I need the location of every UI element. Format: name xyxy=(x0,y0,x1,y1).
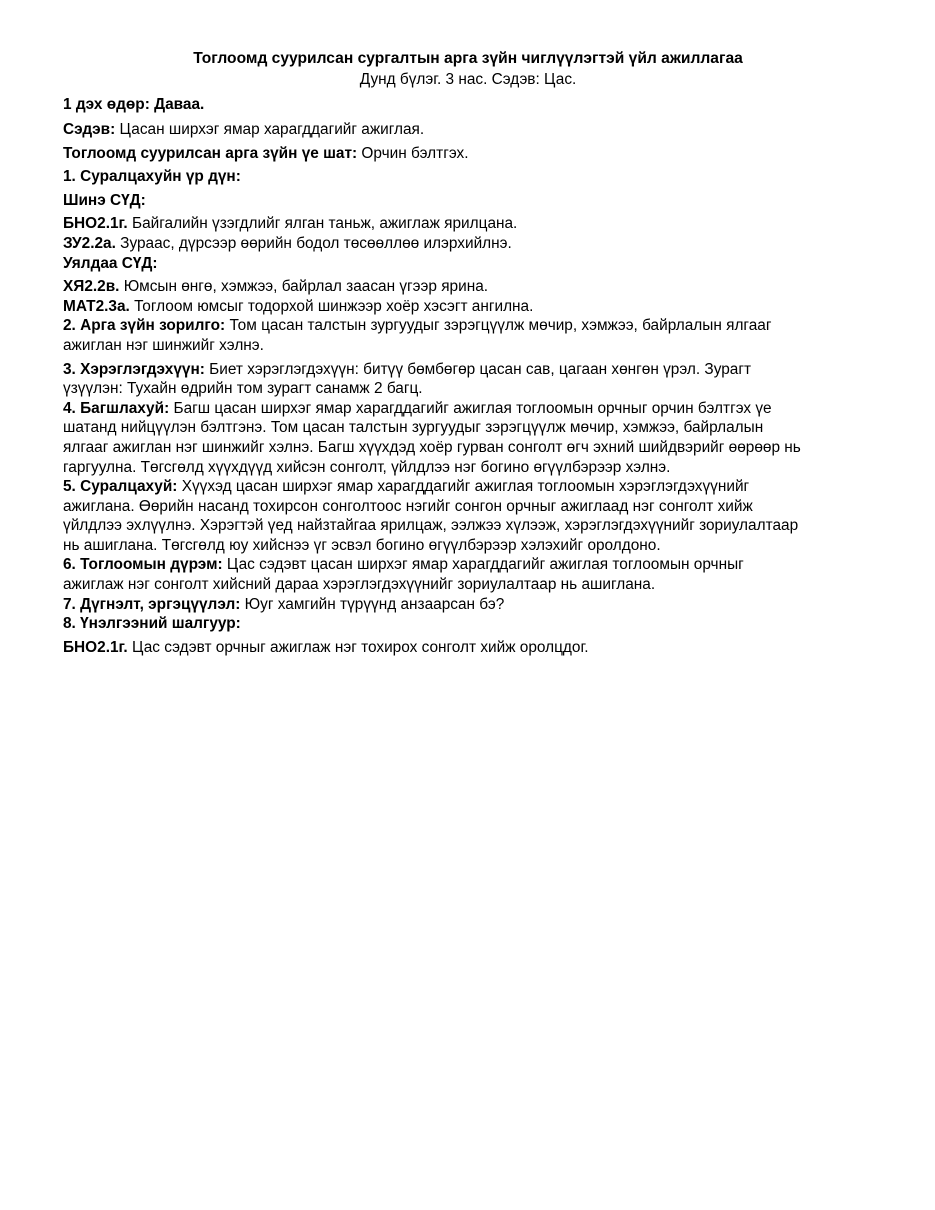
section-5-label: 5. Суралцахуй: xyxy=(63,478,178,496)
section-3: 3. Хэрэглэгдэхүүн: Биет хэрэглэгдэхүүн: битүү бөмбөгөр цасан сав, цагаан хөнгөн үрэл. Зурагт үзүүлэн: Тухайн өдрийн том зурагт санамж 2 багц. xyxy=(63,360,752,398)
outcome-code: МАТ2.3а. xyxy=(63,297,130,315)
section-8-heading: 8. Үнэлгээний шалгуур: xyxy=(63,615,241,633)
section-7-label: 7. Дүгнэлт, эргэцүүлэл: xyxy=(63,595,241,613)
outcome-item xyxy=(63,297,873,317)
stage-line xyxy=(63,144,873,164)
criteria-text: Цас сэдэвт орчныг ажиглаж нэг тохирох сонголт хийж оролцдог. xyxy=(127,638,589,656)
outcome-text: Зураас, дүрсээр өөрийн бодол төсөөллөө илэрхийлнэ. xyxy=(115,234,512,252)
section-3-label: 3. Хэрэглэгдэхүүн: xyxy=(63,360,205,378)
section-4-label: 4. Багшлахуй: xyxy=(63,399,170,417)
section-5: 5. Суралцахуй: Хүүхэд цасан ширхэг ямар харагддагийг ажиглая тоглоомын хэрэглэгдэхүүнийг ажиглана. Өөрийн насанд тохирсон сонголтоос нэгийг сонгон орчныг ажиглаад нэг сонголт хийж үйлдлээ эхлүүлнэ. Хэрэгтэй үед найзтайгаа ярилцаж, ээлжээ хүлээж, хэрэглэгдэхүүнийг зориулалтаар нь ашиглана. Төгсгөлд юу хийснээ үг эсвэл богино өгүүлбэрээр хэлэхийг оролдоно. xyxy=(63,478,799,554)
day-label: 1 дэх өдөр: Даваа. xyxy=(63,96,205,113)
section-1-heading: 1. Суралцахуйн үр дүн: xyxy=(63,168,241,186)
outcome-item xyxy=(63,214,873,234)
document-subtitle: Дунд бүлэг. 3 нас. Сэдэв: Цас. xyxy=(359,71,577,88)
document-title: Тоглоомд суурилсан сургалтын арга зүйн чиглүүлэгтэй үйл ажиллагаа xyxy=(193,50,743,67)
topic-label: Сэдэв: xyxy=(63,121,116,138)
outcome-code: БНО2.1г. xyxy=(63,215,128,233)
criteria-item xyxy=(63,638,873,658)
section-7: 7. Дүгнэлт, эргэцүүлэл: Юуг хамгийн түрүүнд анзаарсан бэ? xyxy=(63,595,505,613)
document-page xyxy=(63,48,873,657)
topic-text: Цасан ширхэг ямар харагддагийг ажиглая. xyxy=(115,121,425,138)
section-6-label: 6. Тоглоомын дүрэм: xyxy=(63,556,223,574)
outcome-item xyxy=(63,234,873,254)
outcome-text: Тоглоом юмсыг тодорхой шинжээр хоёр хэсэгт ангилна. xyxy=(129,297,534,315)
day-line xyxy=(63,94,873,116)
criteria-code: БНО2.1г. xyxy=(63,638,128,656)
outcome-text: Байгалийн үзэгдлийг ялган таньж, ажиглаж ярилцана. xyxy=(127,215,518,233)
section-4: 4. Багшлахуй: Багш цасан ширхэг ямар харагддагийг ажиглая тоглоомын орчныг орчин бэлтгэх үе шатанд нийцүүлэн бэлтгэнэ. Том цасан талстын зургуудыг зэрэгцүүлж мөчир, хэмжээ, байрлалын ялгааг ажиглан нэг шинжийг хэлнэ. Багш хүүхдэд хоёр гурван сонголт өгч эхний шийдвэрийг өөрөөр нь гаргуулна. Төгсгөлд хүүхдүүд хийсэн сонголт, үйлдлээ нэг богино өгүүлбэрээр хэлнэ. xyxy=(63,399,801,476)
outcome-code: ХЯ2.2в. xyxy=(63,278,120,296)
topic-line xyxy=(63,120,873,140)
section-2: 2. Арга зүйн зорилго: Том цасан талстын зургуудыг зэрэгцүүлж мөчир, хэмжээ, байрлалын ялгааг ажиглан нэг шинжийг хэлнэ. xyxy=(63,317,772,354)
outcome-item xyxy=(63,277,873,297)
section-6: 6. Тоглоомын дүрэм: Цас сэдэвт цасан ширхэг ямар харагддагийг ажиглая тоглоомын орчныг ажиглаж нэг сонголт хийсний дараа хэрэглэгдэхүүнийг зориулалтаар нь ашиглана. xyxy=(63,556,744,594)
outcome-text: Юмсын өнгө, хэмжээ, байрлал заасан үгээр ярина. xyxy=(119,278,489,296)
outcome-code: ЗУ2.2а. xyxy=(63,234,116,252)
related-outcomes-heading: Уялдаа СҮД: xyxy=(63,254,158,272)
section-2-label: 2. Арга зүйн зорилго: xyxy=(63,317,226,335)
stage-label: Тоглоомд суурилсан арга зүйн үе шат: xyxy=(63,144,358,162)
stage-text: Орчин бэлтгэх. xyxy=(357,144,469,162)
new-outcomes-heading: Шинэ СҮД: xyxy=(63,191,146,209)
